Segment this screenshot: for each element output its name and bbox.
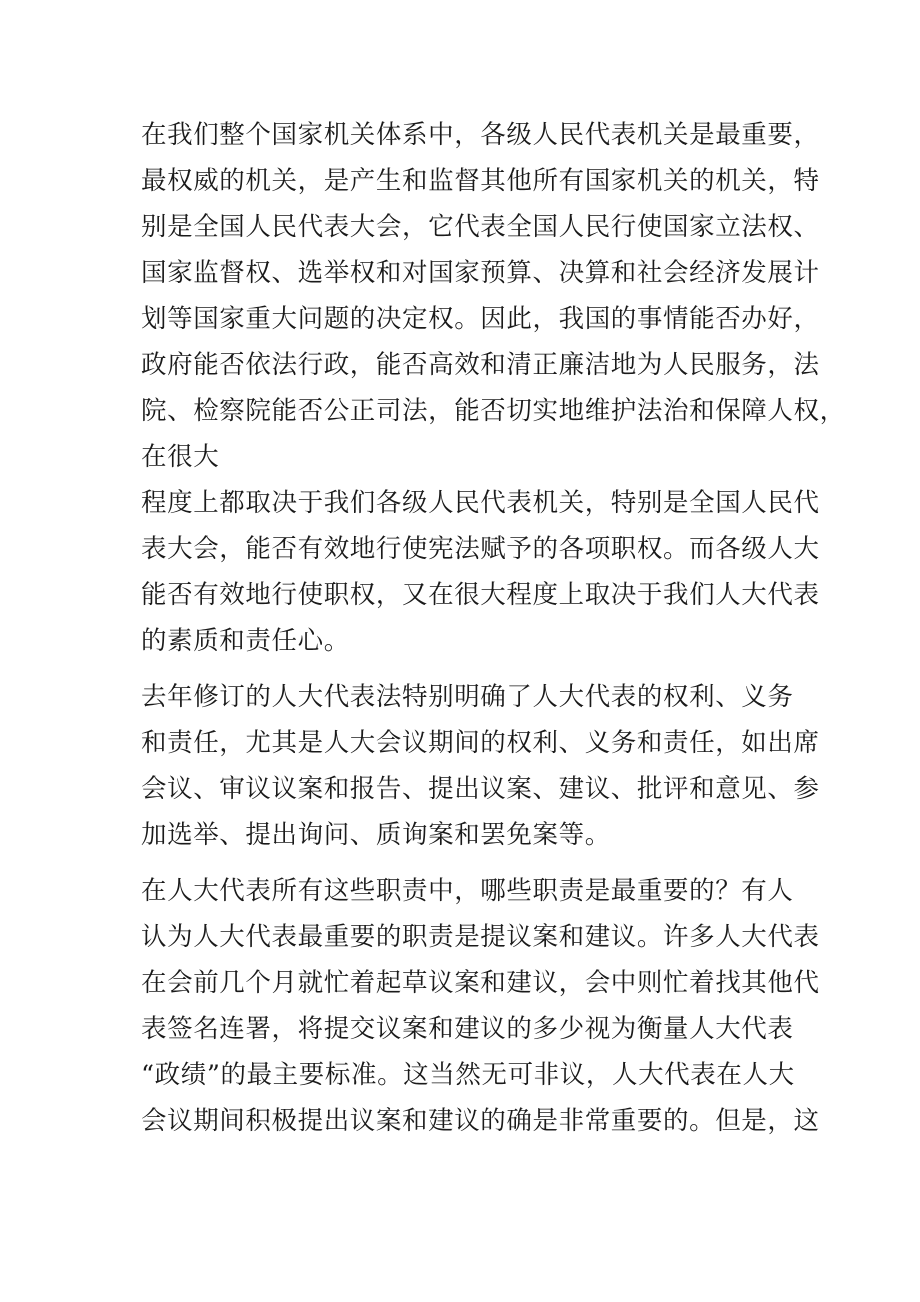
text-line: 能否有效地行使职权，又在很大程度上取决于我们人大代表 [141, 580, 820, 610]
text-line: 的素质和责任心。 [141, 626, 350, 656]
text-line: 在我们整个国家机关体系中，各级人民代表机关是最重要， [141, 120, 820, 150]
text-line: 最权威的机关，是产生和监督其他所有国家机关的机关，特 [141, 166, 820, 196]
text-line: 表大会，能否有效地行使宪法赋予的各项职权。而各级人大 [141, 534, 820, 564]
text-line: 和责任，尤其是人大会议期间的权利、义务和责任，如出席 [141, 728, 820, 758]
text-line: 别是全国人民代表大会，它代表全国人民行使国家立法权、 [141, 212, 820, 242]
text-line: 程度上都取决于我们各级人民代表机关，特别是全国人民代 [141, 488, 820, 518]
text-line: 国家监督权、选举权和对国家预算、决算和社会经济发展计 [141, 258, 820, 288]
text-line: 表签名连署，将提交议案和建议的多少视为衡量人大代表 [141, 1014, 794, 1044]
text-line: 在会前几个月就忙着起草议案和建议，会中则忙着找其他代 [141, 968, 820, 998]
text-line: 在人大代表所有这些职责中，哪些职责是最重要的？有人 [141, 876, 794, 906]
text-line: “政绩”的最主要标准。这当然无可非议，人大代表在人大 [141, 1060, 795, 1090]
text-line: 认为人大代表最重要的职责是提议案和建议。许多人大代表 [141, 922, 820, 952]
text-line: 政府能否依法行政，能否高效和清正廉洁地为人民服务，法 [141, 350, 820, 380]
text-line: 加选举、提出询问、质询案和罢免案等。 [141, 820, 611, 850]
text-line: 在很大 [141, 442, 220, 472]
text-line: 去年修订的人大代表法特别明确了人大代表的权利、义务 [141, 682, 794, 712]
text-line: 会议、审议议案和报告、提出议案、建议、批评和意见、参 [141, 774, 820, 804]
text-line: 划等国家重大问题的决定权。因此，我国的事情能否办好， [141, 304, 820, 334]
text-line: 会议期间积极提出议案和建议的确是非常重要的。但是，这 [141, 1106, 820, 1136]
text-line: 院、检察院能否公正司法，能否切实地维护法治和保障人权， [141, 396, 846, 426]
